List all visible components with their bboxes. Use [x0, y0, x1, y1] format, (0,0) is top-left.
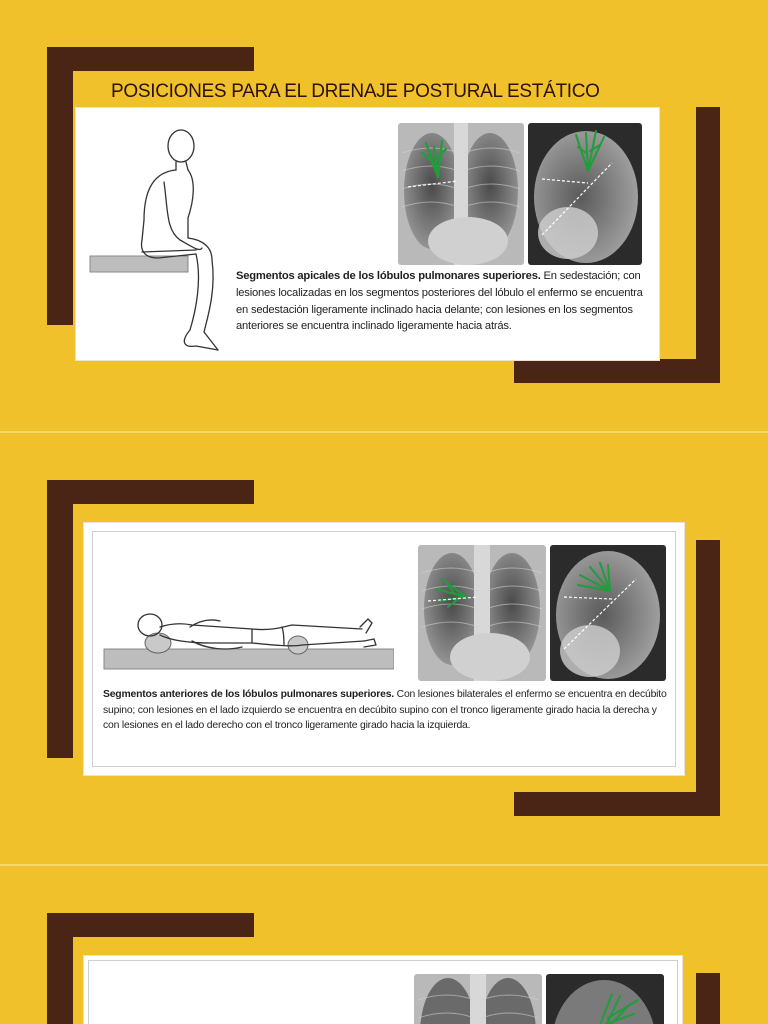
caption-heading: Segmentos anteriores de los lóbulos pulmonares superiores.	[103, 689, 394, 700]
corner-bar-right	[696, 973, 720, 1024]
corner-bar-right	[696, 540, 720, 816]
chest-xray-lateral	[550, 545, 666, 681]
content-card	[76, 108, 659, 360]
chest-xray-frontal	[398, 123, 524, 265]
figure-caption	[236, 268, 650, 335]
caption-heading: Segmentos apicales de los lóbulos pulmonares superiores.	[236, 270, 541, 282]
corner-bar-left	[47, 47, 73, 325]
content-card	[84, 523, 684, 775]
chest-xray-frontal	[418, 545, 546, 681]
corner-bar-left	[47, 480, 73, 758]
seated-patient-illustration	[84, 120, 224, 352]
corner-bar-bottom	[514, 359, 720, 383]
slide-3	[0, 866, 768, 1024]
corner-bar-right	[696, 107, 720, 383]
supine-patient-illustration	[102, 605, 394, 677]
corner-bar-top	[47, 47, 254, 71]
chest-xray-lateral	[546, 974, 664, 1024]
chest-xray-frontal	[414, 974, 542, 1024]
figure-caption	[103, 687, 667, 734]
caption-text: En sedestación; con lesiones localizadas en los segmentos posteriores del lóbulo el enfermo se encuentra en sedestación ligeramente inclinado hacia delante; con lesiones en los segmentos anteriores se encuentra inclinado ligeramente hacia atrás.	[236, 270, 643, 333]
content-card	[84, 956, 682, 1024]
corner-bar-left	[47, 913, 73, 1024]
slide-1	[0, 0, 768, 430]
corner-bar-top	[47, 480, 254, 504]
corner-bar-top	[47, 913, 254, 937]
corner-bar-bottom	[514, 792, 720, 816]
slide-title: POSICIONES PARA EL DRENAJE POSTURAL ESTÁTICO	[111, 81, 600, 102]
chest-xray-lateral	[528, 123, 642, 265]
slide-2	[0, 433, 768, 863]
caption-text: Con lesiones bilaterales el enfermo se encuentra en decúbito supino; con lesiones en el lado izquierdo se encuentra en decúbito supino con el tronco ligeramente girado hacia la derecha y con lesiones en el lado derecho con el tronco ligeramente girado hacia la izquierda.	[103, 689, 667, 732]
